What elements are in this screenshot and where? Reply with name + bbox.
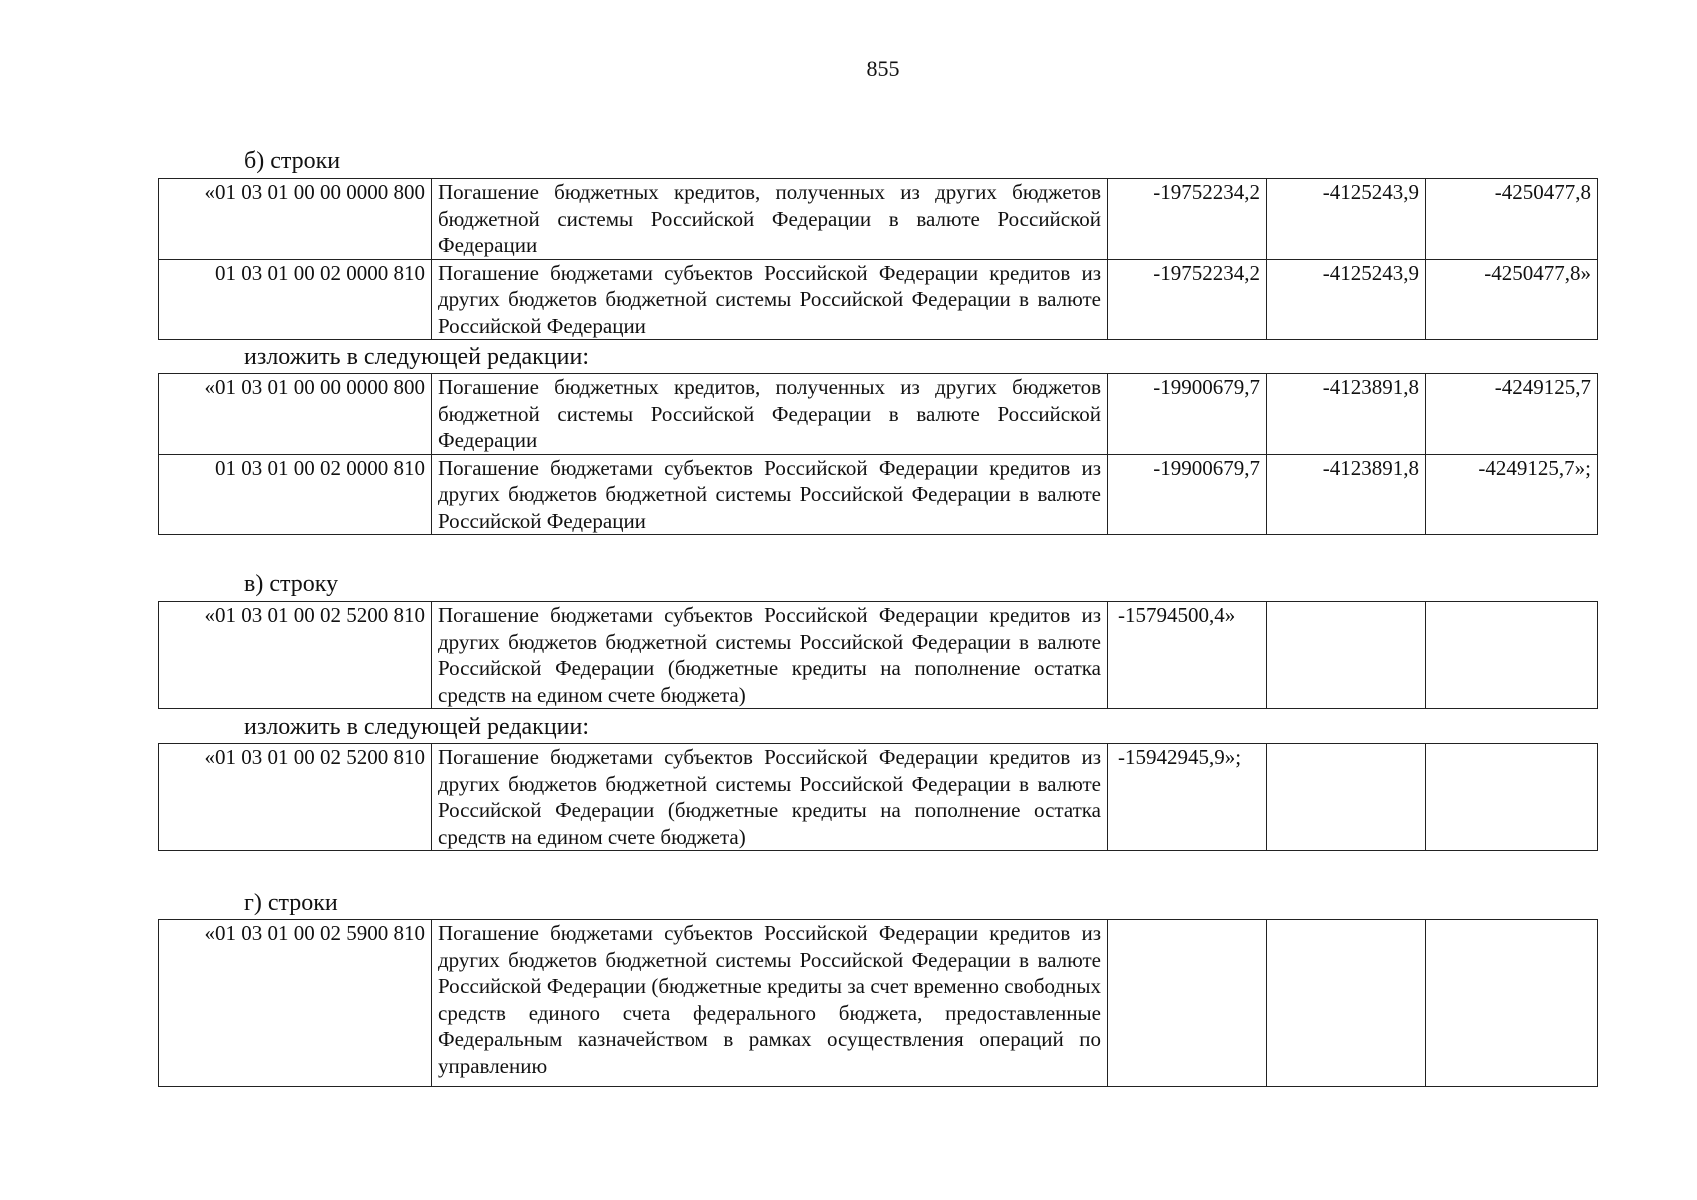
value-year-1: -19752234,2 [1108,179,1267,260]
table-row [159,744,1598,851]
table-row [159,920,1598,1087]
budget-code: «01 03 01 00 00 0000 800 [159,374,432,455]
budget-code: 01 03 01 00 02 0000 810 [159,259,432,340]
budget-code: «01 03 01 00 02 5900 810 [159,920,432,1087]
value-year-2: -4123891,8 [1267,374,1426,455]
row-description: Погашение бюджетами субъектов Российской Федерации кредитов из других бюджетов бюджетной системы Российской Федерации в валюте Российской Федерации [432,259,1108,340]
row-description: Погашение бюджетных кредитов, полученных из других бюджетов бюджетной системы Российской Федерации в валюте Российской Федерации [432,374,1108,455]
value-year-2 [1267,602,1426,709]
table-row [159,602,1598,709]
budget-code: «01 03 01 00 02 5200 810 [159,744,432,851]
value-year-1: -15942945,9»; [1108,744,1267,851]
table-row [159,259,1598,340]
value-year-3: -4250477,8» [1426,259,1598,340]
value-year-1: -19900679,7 [1108,454,1267,535]
value-year-3 [1426,602,1598,709]
value-year-3: -4249125,7 [1426,374,1598,455]
section-b-heading: б) строки [244,148,341,174]
budget-code: «01 03 01 00 02 5200 810 [159,602,432,709]
row-description: Погашение бюджетами субъектов Российской Федерации кредитов из других бюджетов бюджетной системы Российской Федерации в валюте Российской Федерации [432,454,1108,535]
value-year-2: -4123891,8 [1267,454,1426,535]
row-description: Погашение бюджетных кредитов, полученных из других бюджетов бюджетной системы Российской Федерации в валюте Российской Федерации [432,179,1108,260]
table-row [159,179,1598,260]
value-year-1: -15794500,4» [1108,602,1267,709]
budget-code: 01 03 01 00 02 0000 810 [159,454,432,535]
value-year-2: -4125243,9 [1267,259,1426,340]
value-year-2 [1267,744,1426,851]
table-row [159,454,1598,535]
value-year-3 [1426,920,1598,1087]
section-v-heading: в) строку [244,571,339,597]
value-year-3: -4249125,7»; [1426,454,1598,535]
section-v-replace-label: изложить в следующей редакции: [244,714,590,740]
section-g-heading: г) строки [244,890,338,916]
value-year-1: -19900679,7 [1108,374,1267,455]
row-description: Погашение бюджетами субъектов Российской Федерации кредитов из других бюджетов бюджетной системы Российской Федерации в валюте Российской Федерации (бюджетные кредиты на пополнение остатка средств на едином счете бюджета) [432,744,1108,851]
table-row [159,374,1598,455]
row-description: Погашение бюджетами субъектов Российской Федерации кредитов из других бюджетов бюджетной системы Российской Федерации в валюте Российской Федерации (бюджетные кредиты за счет временно свободных средств единого счета федерального бюджета, предоставленные Федеральным казначейством в рамках осуществления операций по управлению [432,920,1108,1087]
page-number: 855 [866,56,900,81]
value-year-3 [1426,744,1598,851]
budget-code: «01 03 01 00 00 0000 800 [159,179,432,260]
row-description: Погашение бюджетами субъектов Российской Федерации кредитов из других бюджетов бюджетной системы Российской Федерации в валюте Российской Федерации (бюджетные кредиты на пополнение остатка средств на едином счете бюджета) [432,602,1108,709]
section-b-old-table [158,178,1598,340]
value-year-2: -4125243,9 [1267,179,1426,260]
value-year-1: -19752234,2 [1108,259,1267,340]
value-year-3: -4250477,8 [1426,179,1598,260]
section-g-table [158,919,1598,1087]
section-b-replace-label: изложить в следующей редакции: [244,344,590,370]
section-v-old-table [158,601,1598,709]
section-b-new-table [158,373,1598,535]
value-year-2 [1267,920,1426,1087]
section-v-new-table [158,743,1598,851]
value-year-1 [1108,920,1267,1087]
